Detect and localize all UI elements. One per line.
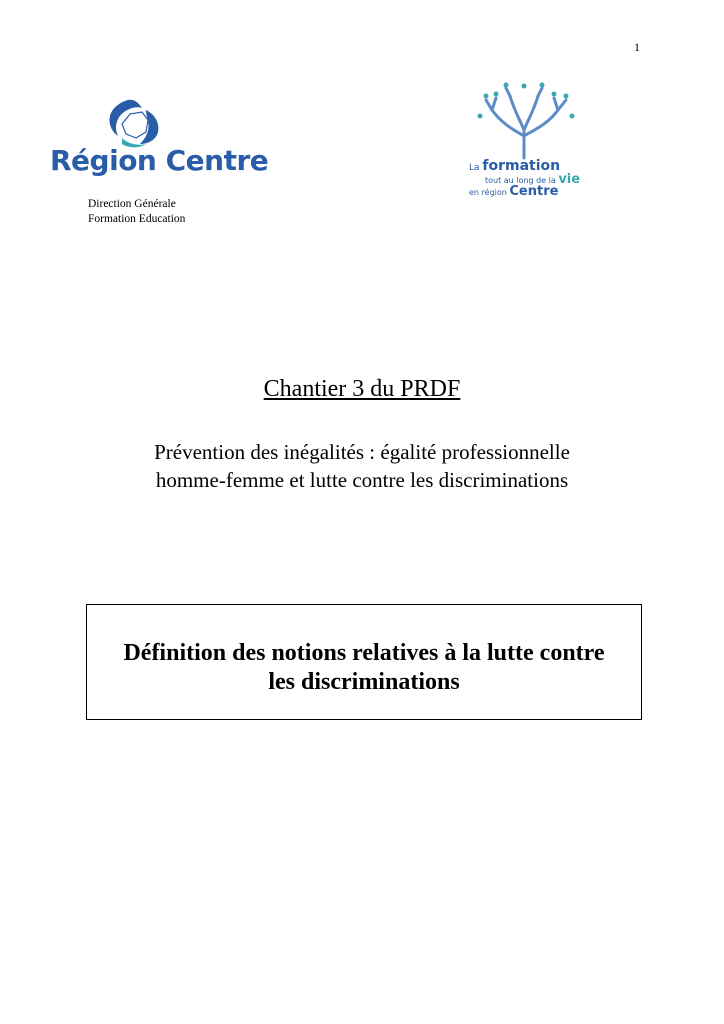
logo-word-la: La [469, 163, 480, 173]
logo-phrase-tout: tout au long de la [485, 176, 556, 185]
region-centre-wordmark: Région Centre [50, 144, 269, 177]
page-number: 1 [634, 40, 640, 54]
region-map-icon [50, 92, 225, 152]
definition-title [87, 639, 641, 697]
logo-phrase-en-region: en région [469, 188, 507, 197]
definition-title-line-1: Définition des notions relatives à la lutte contre [123, 640, 605, 666]
subtitle-line-1: Prévention des inégalités : égalité professionnelle [154, 440, 570, 464]
logo-word-centre: Centre [509, 184, 559, 199]
logo-word-vie: vie [558, 172, 581, 187]
subtitle-line-2: homme-femme et lutte contre les discriminations [155, 468, 569, 492]
region-centre-logo [50, 92, 269, 187]
definition-box [86, 604, 642, 720]
formation-logo-text [469, 158, 591, 199]
direction-label [88, 197, 185, 227]
direction-line-2: Formation Education [88, 213, 186, 225]
direction-line-1: Direction Générale [88, 198, 176, 210]
logo-word-formation: formation [482, 158, 561, 174]
definition-title-line-2: les discriminations [268, 669, 460, 695]
tree-of-people-icon [462, 80, 592, 160]
document-subtitle [90, 438, 634, 494]
document-title: Chantier 3 du PRDF [263, 376, 461, 402]
formation-logo [462, 80, 592, 200]
